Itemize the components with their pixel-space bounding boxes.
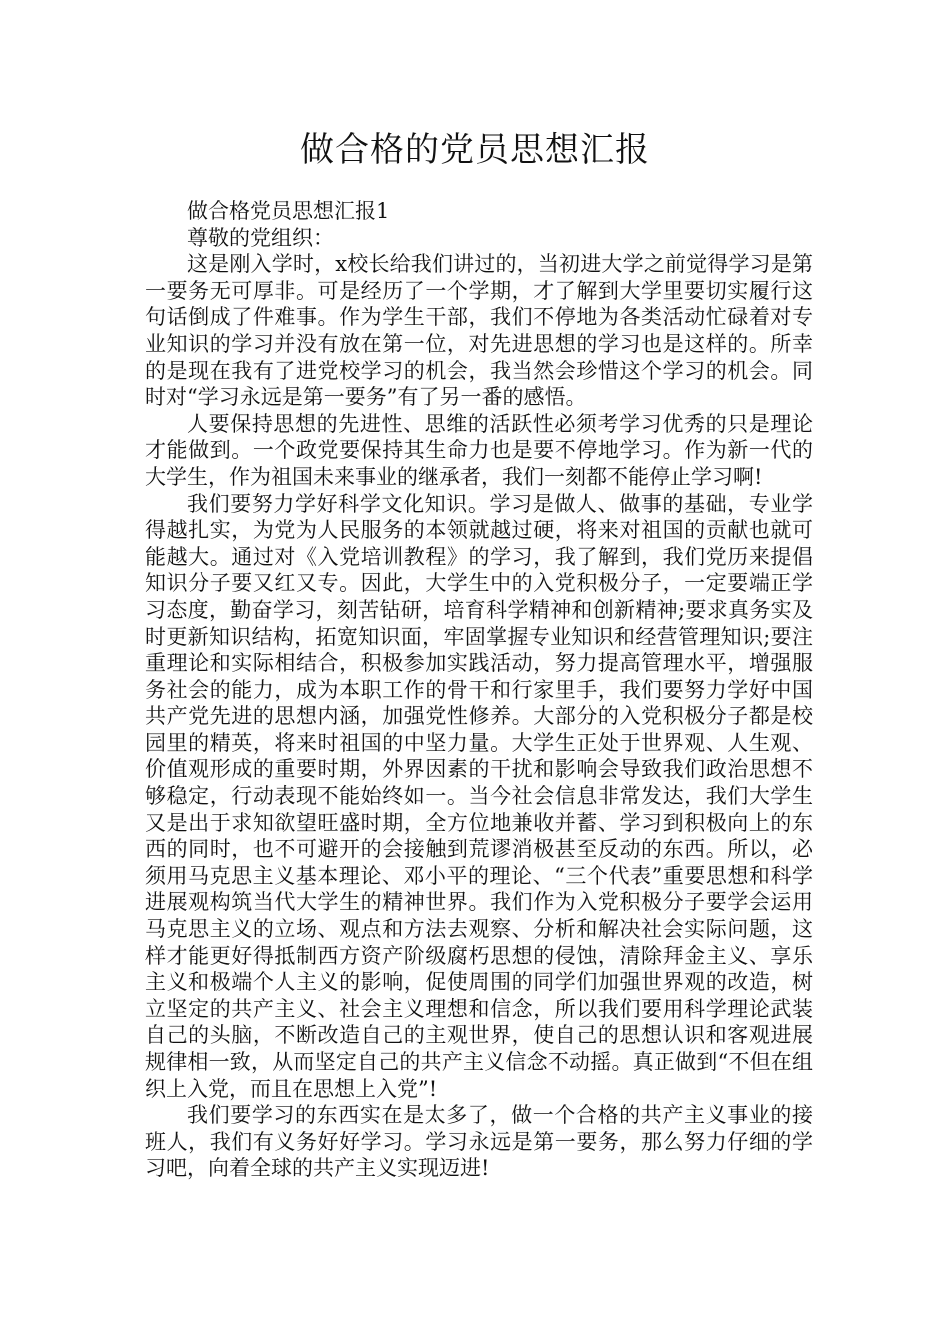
document-title: 做合格的党员思想汇报 [300, 130, 650, 170]
body-paragraph-4: 我们要学习的东西实在是太多了，做一个合格的共产主义事业的接班人，我们有义务好好学习。学习永远是第一要务，那么努力仔细的学习吧，向着全球的共产主义实现迈进! [145, 1103, 813, 1181]
salutation: 尊敬的党组织： [187, 225, 334, 250]
report-subtitle: 做合格党员思想汇报1 [187, 199, 390, 223]
body-paragraph-1: 这是刚入学时，x校长给我们讲过的，当初进大学之前觉得学习是第一要务无可厚非。可是经历了一个学期，才了解到大学里要切实履行这句话倒成了件难事。作为学生干部，我们不停地为各类活动忙碌着对专业知识的学习并没有放在第一位，对先进思想的学习也是这样的。所幸的是现在我有了进党校学习的机会，我当然会珍惜这个学习的机会。同时对“学习永远是第一要务”有了另一番的感悟。 [145, 252, 813, 410]
body-paragraph-2: 人要保持思想的先进性、思维的活跃性必须考学习优秀的只是理论才能做到。一个政党要保持其生命力也是要不停地学习。作为新一代的大学生，作为祖国未来事业的继承者，我们一刻都不能停止学习啊! [145, 411, 813, 489]
body-paragraph-3: 我们要努力学好科学文化知识。学习是做人、做事的基础，专业学得越扎实，为党为人民服务的本领就越过硬，将来对祖国的贡献也就可能越大。通过对《入党培训教程》的学习，我了解到，我们党历来提倡知识分子要又红又专。因此，大学生中的入党积极分子，一定要端正学习态度，勤奋学习，刻苦钻研，培育科学精神和创新精神;要求真务实及时更新知识结构，拓宽知识面，牢固掌握专业知识和经营管理知识;要注重理论和实际相结合，积极参加实践活动，努力提高管理水平，增强服务社会的能力，成为本职工作的骨干和行家里手，我们要努力学好中国共产党先进的思想内涵，加强党性修养。大部分的入党积极分子都是校园里的精英，将来时祖国的中坚力量。大学生正处于世界观、人生观、价值观形成的重要时期，外界因素的干扰和影响会导致我们政治思想不够稳定，行动表现不能始终如一。当今社会信息非常发达，我们大学生又是出于求知欲望旺盛时期，全方位地兼收并蓄、学习到积极向上的东西的同时，也不可避开的会接触到荒谬消极甚至反动的东西。所以，必须用马克思主义基本理论、邓小平的理论、“三个代表”重要思想和科学进展观构筑当代大学生的精神世界。我们作为入党积极分子要学会运用马克思主义的立场、观点和方法去观察、分析和解决社会实际问题，这样才能更好得抵制西方资产阶级腐朽思想的侵蚀，清除拜金主义、享乐主义和极端个人主义的影响，促使周围的同学们加强世界观的改造，树立坚定的共产主义、社会主义理想和信念，所以我们要用科学理论武装自己的头脑，不断改造自己的主观世界，使自己的思想认识和客观进展规律相一致，从而坚定自己的共产主义信念不动摇。真正做到“不但在组织上入党，而且在思想上入党”! [145, 491, 813, 1101]
document-body [145, 198, 813, 1182]
